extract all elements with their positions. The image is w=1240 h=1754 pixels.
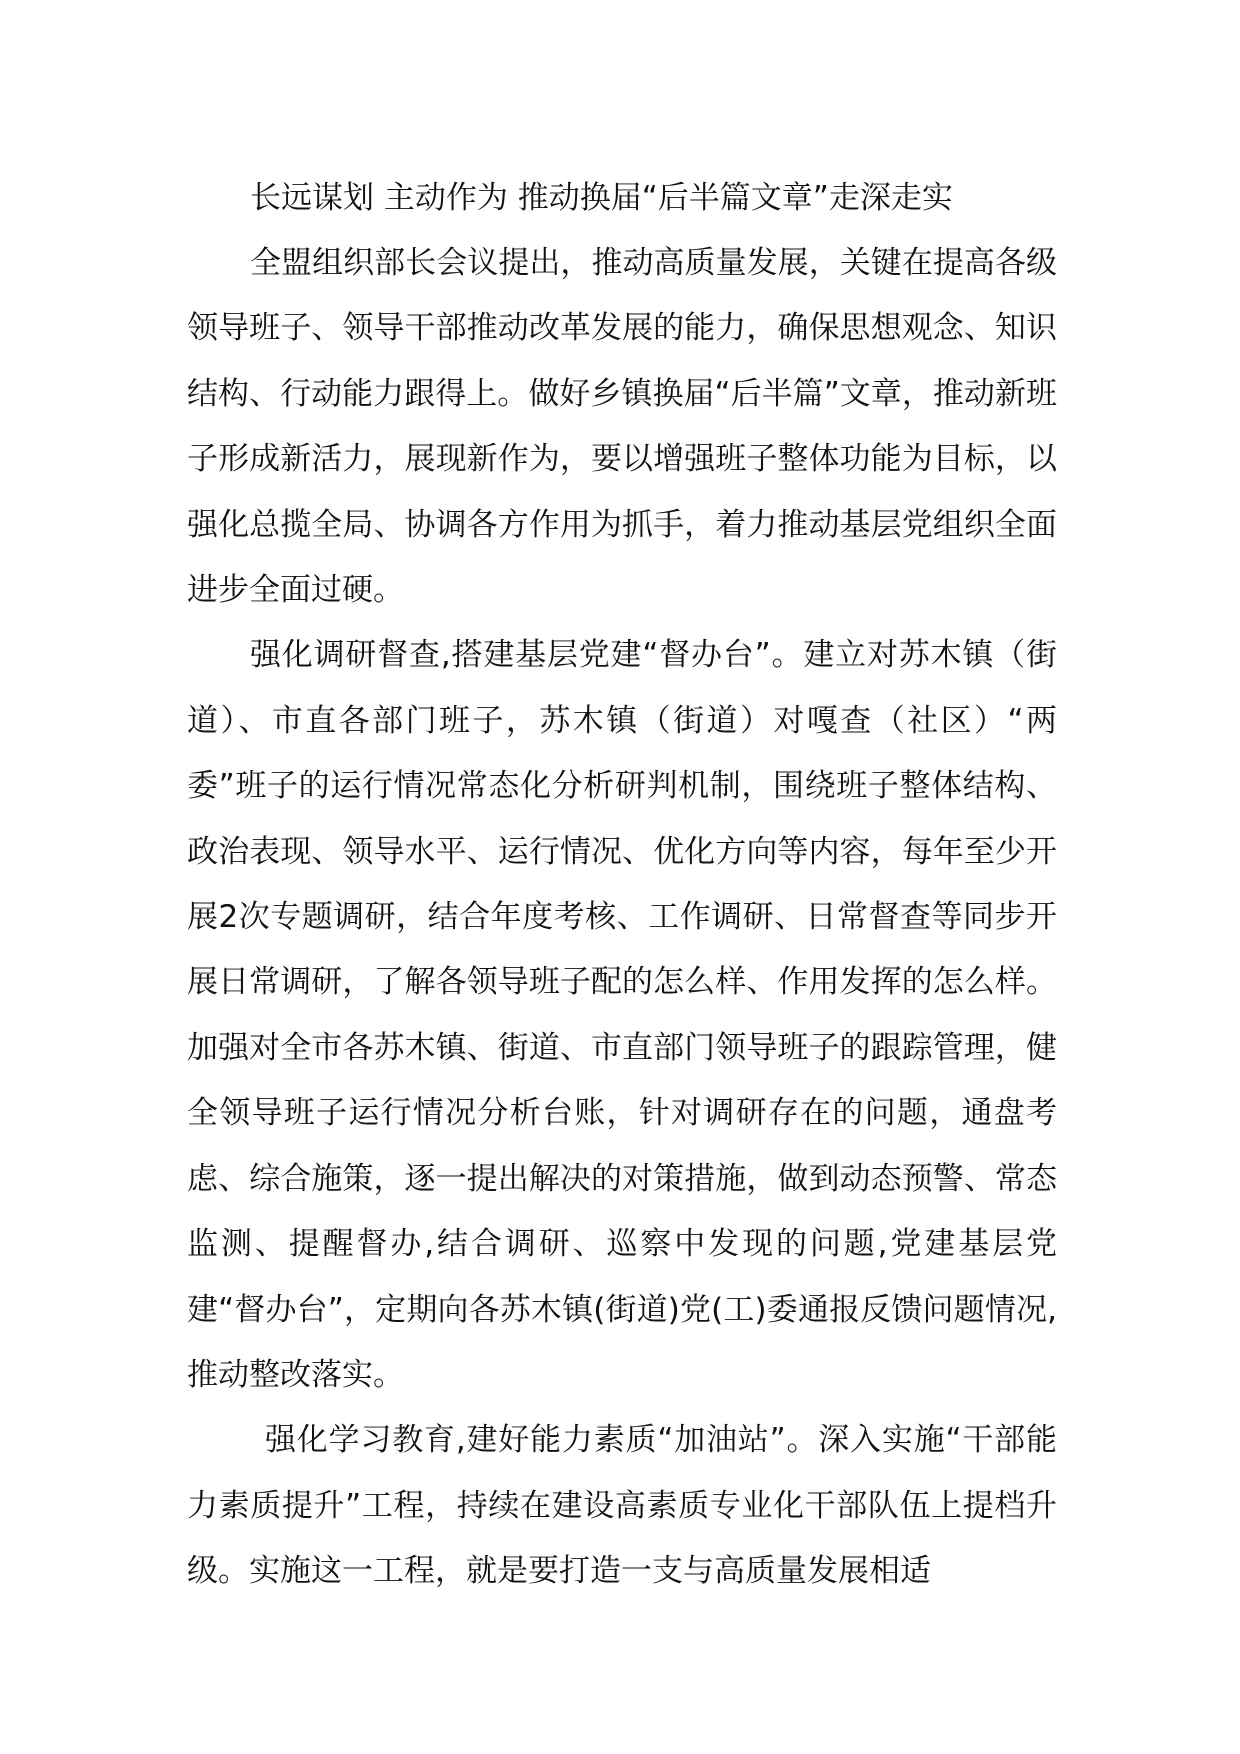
- paragraph-learning-education: 强化学习教育,建好能力素质“加油站”。深入实施“干部能力素质提升”工程，持续在建设高素质专业化干部队伍上提档升级。实施这一工程，就是要打造一支与高质量发展相适: [187, 1422, 1057, 1590]
- paragraph-intro: 全盟组织部长会议提出，推动高质量发展，关键在提高各级领导班子、领导干部推动改革发展的能力，确保思想观念、知识结构、行动能力跟得上。做好乡镇换届“后半篇”文章，推动新班子形成新活力，展现新作为，要以增强班子整体功能为目标，以强化总揽全局、协调各方作用为抓手，着力推动基层党组织全面进步全面过硬。: [187, 245, 1057, 609]
- document-title: 长远谋划 主动作为 推动换届“后半篇文章”走深走实: [250, 180, 953, 216]
- document-body: [187, 166, 1057, 1605]
- paragraph-research-supervision: 强化调研督查,搭建基层党建“督办台”。建立对苏木镇（街道）、市直各部门班子，苏木镇（街道）对嘎查（社区）“两委”班子的运行情况常态化分析研判机制，围绕班子整体结构、政治表现、领导水平、运行情况、优化方向等内容，每年至少开展2次专题调研，结合年度考核、工作调研、日常督查等同步开展日常调研，了解各领导班子配的怎么样、作用发挥的怎么样。加强对全市各苏木镇、街道、市直部门领导班子的跟踪管理，健全领导班子运行情况分析台账，针对调研存在的问题，通盘考虑、综合施策，逐一提出解决的对策措施，做到动态预警、常态监测、提醒督办,结合调研、巡察中发现的问题,党建基层党建“督办台”，定期向各苏木镇(街道)党(工)委通报反馈问题情况,推动整改落实。: [187, 637, 1057, 1393]
